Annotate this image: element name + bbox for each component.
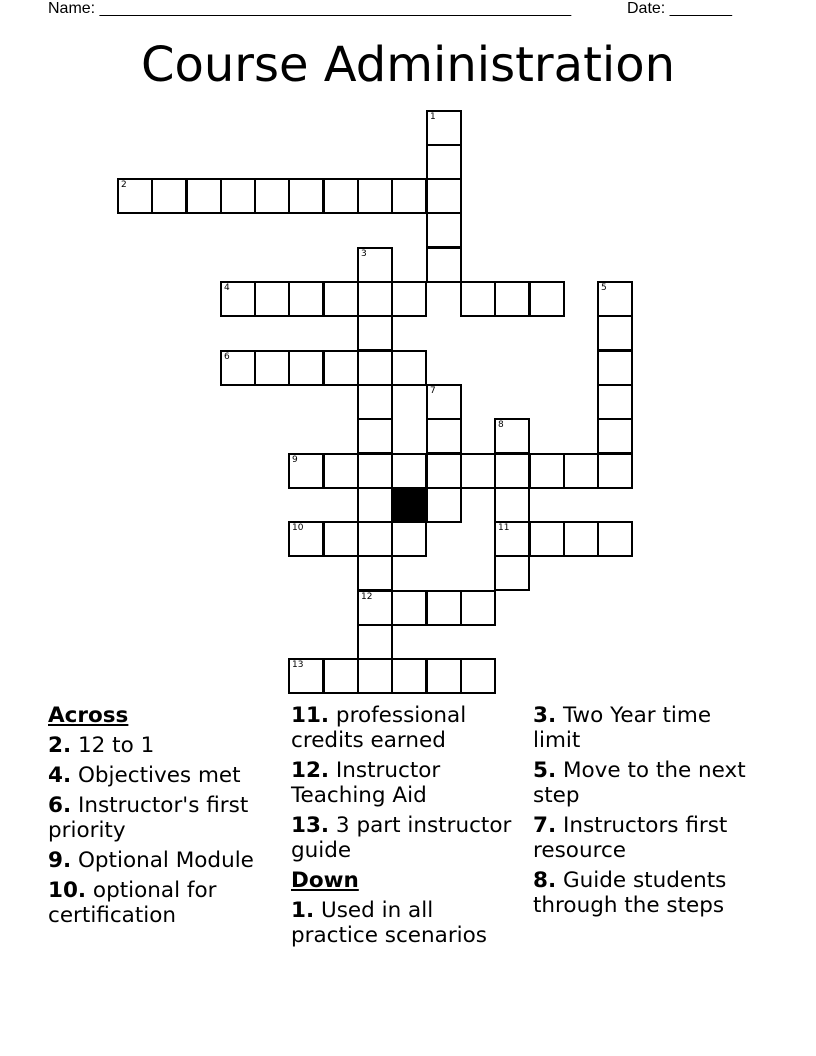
- grid-cell[interactable]: [288, 178, 324, 214]
- grid-cell[interactable]: [494, 555, 530, 591]
- name-label: Name:: [48, 0, 96, 17]
- clue-number: 11: [498, 523, 510, 533]
- clue-across-6: 6. Instructor's first priority: [48, 793, 249, 843]
- grid-cell[interactable]: [391, 350, 427, 386]
- grid-cell-5[interactable]: [597, 281, 633, 317]
- grid-cell[interactable]: [494, 281, 530, 317]
- grid-cell[interactable]: [288, 281, 324, 317]
- grid-cell[interactable]: [426, 418, 462, 454]
- name-line: _____________________________________________________: [99, 0, 572, 17]
- date-label: Date:: [627, 0, 666, 17]
- grid-cell[interactable]: [597, 521, 633, 557]
- grid-cell[interactable]: [426, 247, 462, 283]
- clue-number: 1: [430, 112, 436, 122]
- grid-cell[interactable]: [597, 350, 633, 386]
- grid-cell[interactable]: [597, 418, 633, 454]
- grid-cell-3[interactable]: [357, 247, 393, 283]
- grid-cell-8[interactable]: [494, 418, 530, 454]
- clue-column-2: [291, 703, 521, 953]
- grid-cell[interactable]: [220, 178, 256, 214]
- grid-cell[interactable]: [460, 658, 496, 694]
- grid-cell[interactable]: [391, 521, 427, 557]
- grid-cell[interactable]: [357, 281, 393, 317]
- grid-cell[interactable]: [357, 384, 393, 420]
- grid-cell[interactable]: [426, 212, 462, 248]
- grid-cell[interactable]: [460, 453, 496, 489]
- clue-number: 2: [121, 180, 127, 190]
- grid-cell[interactable]: [391, 281, 427, 317]
- clue-number: 5: [601, 283, 607, 293]
- grid-cell[interactable]: [460, 590, 496, 626]
- grid-cell[interactable]: [460, 281, 496, 317]
- grid-cell-9[interactable]: [288, 453, 324, 489]
- across-heading: Across: [48, 703, 129, 728]
- grid-cell[interactable]: [563, 521, 599, 557]
- grid-cell[interactable]: [323, 658, 359, 694]
- grid-cell[interactable]: [357, 418, 393, 454]
- grid-cell[interactable]: [323, 281, 359, 317]
- clue-number: 3: [361, 249, 367, 259]
- grid-cell[interactable]: [426, 453, 462, 489]
- date-field: [627, 0, 732, 18]
- grid-cell[interactable]: [391, 658, 427, 694]
- clue-across-13: 13. 3 part instructor guide: [291, 813, 512, 863]
- grid-cell[interactable]: [357, 350, 393, 386]
- grid-cell[interactable]: [426, 144, 462, 180]
- clue-column-1: [48, 703, 278, 933]
- grid-cell[interactable]: [529, 521, 565, 557]
- clue-across-9: 9. Optional Module: [48, 848, 254, 873]
- clue-across-10: 10. optional for certification: [48, 878, 217, 928]
- clue-down-5: 5. Move to the next step: [533, 758, 746, 808]
- grid-cell[interactable]: [186, 178, 222, 214]
- grid-cell[interactable]: [323, 350, 359, 386]
- grid-cell[interactable]: [151, 178, 187, 214]
- down-heading: Down: [291, 868, 359, 893]
- clue-across-4: 4. Objectives met: [48, 763, 241, 788]
- grid-cell[interactable]: [323, 453, 359, 489]
- grid-cell[interactable]: [391, 590, 427, 626]
- grid-cell[interactable]: [563, 453, 599, 489]
- grid-cell[interactable]: [391, 453, 427, 489]
- date-line: _______: [669, 0, 732, 17]
- grid-cell[interactable]: [529, 281, 565, 317]
- grid-cell-13[interactable]: [288, 658, 324, 694]
- grid-cell[interactable]: [357, 453, 393, 489]
- clue-across-2: 2. 12 to 1: [48, 733, 155, 758]
- grid-cell[interactable]: [494, 487, 530, 523]
- clue-down-3: 3. Two Year time limit: [533, 703, 712, 753]
- grid-cell[interactable]: [426, 658, 462, 694]
- clue-number: 9: [292, 455, 298, 465]
- grid-cell-10[interactable]: [288, 521, 324, 557]
- clue-number: 13: [292, 660, 304, 670]
- black-cell: [391, 487, 427, 523]
- grid-cell-1[interactable]: [426, 110, 462, 146]
- grid-cell[interactable]: [426, 590, 462, 626]
- grid-cell-12[interactable]: [357, 590, 393, 626]
- grid-cell[interactable]: [597, 384, 633, 420]
- grid-cell[interactable]: [254, 350, 290, 386]
- grid-cell-6[interactable]: [220, 350, 256, 386]
- grid-cell[interactable]: [597, 453, 633, 489]
- grid-cell[interactable]: [391, 178, 427, 214]
- clue-number: 12: [361, 592, 373, 602]
- grid-cell[interactable]: [323, 178, 359, 214]
- grid-cell-7[interactable]: [426, 384, 462, 420]
- clue-number: 6: [224, 352, 230, 362]
- grid-cell-2[interactable]: [117, 178, 153, 214]
- grid-cell[interactable]: [288, 350, 324, 386]
- clue-down-1: 1. Used in all practice scenarios: [291, 898, 487, 948]
- grid-cell[interactable]: [426, 178, 462, 214]
- grid-cell[interactable]: [323, 521, 359, 557]
- clue-number: 7: [430, 386, 436, 396]
- grid-cell[interactable]: [357, 178, 393, 214]
- clue-number: 10: [292, 523, 304, 533]
- grid-cell[interactable]: [357, 624, 393, 660]
- clue-number: 4: [224, 283, 230, 293]
- grid-cell[interactable]: [357, 315, 393, 351]
- puzzle-title: Course Administration: [140, 37, 676, 93]
- grid-cell[interactable]: [357, 521, 393, 557]
- grid-cell[interactable]: [597, 315, 633, 351]
- clue-column-3: [533, 703, 763, 923]
- clue-across-12: 12. Instructor Teaching Aid: [291, 758, 441, 808]
- grid-cell[interactable]: [357, 555, 393, 591]
- grid-cell-11[interactable]: [494, 521, 530, 557]
- name-field: [48, 0, 571, 18]
- grid-cell[interactable]: [426, 487, 462, 523]
- clue-down-8: 8. Guide students through the steps: [533, 868, 727, 918]
- grid-cell[interactable]: [254, 281, 290, 317]
- grid-cell[interactable]: [529, 453, 565, 489]
- grid-cell[interactable]: [254, 178, 290, 214]
- grid-cell-4[interactable]: [220, 281, 256, 317]
- grid-cell[interactable]: [357, 658, 393, 694]
- clue-across-11: 11. professional credits earned: [291, 703, 467, 753]
- clue-number: 8: [498, 420, 504, 430]
- grid-cell[interactable]: [357, 487, 393, 523]
- clue-down-7: 7. Instructors first resource: [533, 813, 728, 863]
- grid-cell[interactable]: [494, 453, 530, 489]
